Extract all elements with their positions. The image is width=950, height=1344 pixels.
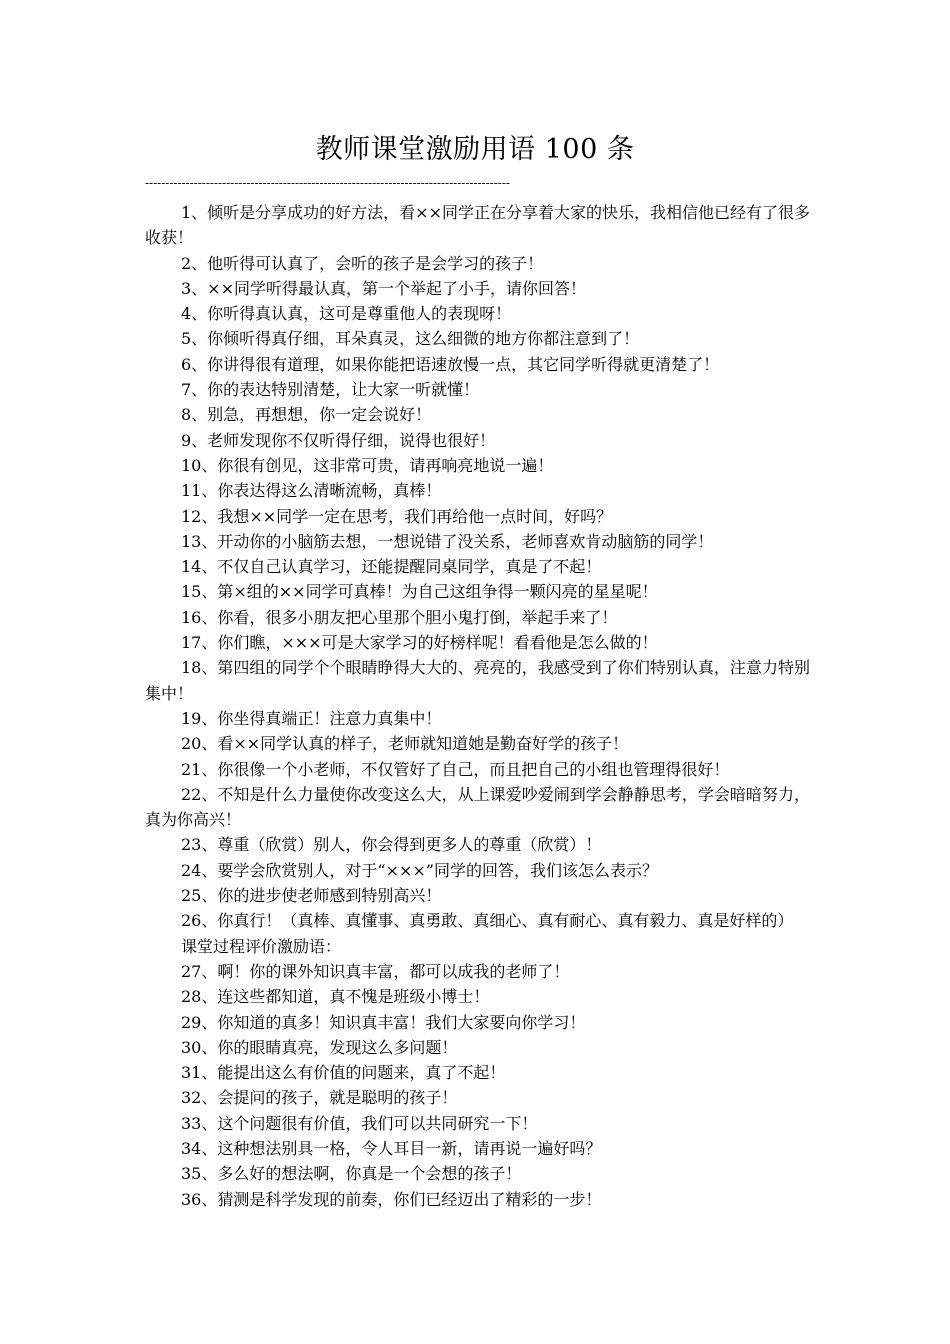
paragraph: 28、连这些都知道，真不愧是班级小博士！ xyxy=(181,987,490,1007)
paragraph: 9、老师发现你不仅听得仔细，说得也很好！ xyxy=(181,430,496,450)
paragraph: 20、看××同学认真的样子，老师就知道她是勤奋好学的孩子！ xyxy=(181,734,629,754)
paragraph: 17、你们瞧，×××可是大家学习的好榜样呢！看看他是怎么做的！ xyxy=(181,633,658,653)
paragraph: 36、猜测是科学发现的前奏，你们已经迈出了精彩的一步！ xyxy=(181,1189,602,1209)
paragraph: 35、多么好的想法啊，你真是一个会想的孩子！ xyxy=(181,1164,522,1184)
paragraph: 14、不仅自己认真学习，还能提醒同桌同学，真是了不起！ xyxy=(181,557,602,577)
paragraph: 32、会提问的孩子，就是聪明的孩子！ xyxy=(181,1088,458,1108)
paragraph: 24、要学会欣赏别人，对于“×××”同学的回答，我们该怎么表示？ xyxy=(181,860,658,880)
paragraph: 18、第四组的同学个个眼睛睁得大大的、亮亮的，我感受到了你们特别认真，注意力特别集中！ xyxy=(145,658,810,703)
paragraph: 26、你真行！（真棒、真懂事、真勇敢、真细心、真有耐心、真有毅力、真是好样的） xyxy=(181,911,794,931)
paragraph: 23、尊重（欣赏）别人，你会得到更多人的尊重（欣赏）！ xyxy=(181,835,602,855)
paragraph: 6、你讲得很有道理，如果你能把语速放慢一点，其它同学听得就更清楚了！ xyxy=(181,354,720,374)
paragraph: 4、你听得真认真，这可是尊重他人的表现呀！ xyxy=(181,304,512,324)
paragraph: 5、你倾听得真仔细，耳朵真灵，这么细微的地方你都注意到了！ xyxy=(181,329,640,349)
paragraph: 12、我想××同学一定在思考，我们再给他一点时间，好吗？ xyxy=(181,506,613,526)
paragraph: 16、你看，很多小朋友把心里那个胆小鬼打倒，举起手来了！ xyxy=(181,607,618,627)
paragraph: 33、这个问题很有价值，我们可以共同研究一下！ xyxy=(181,1113,538,1133)
paragraph: 10、你很有创见，这非常可贵，请再响亮地说一遍！ xyxy=(181,455,554,475)
paragraph: 29、你知道的真多！知识真丰富！我们大家要向你学习！ xyxy=(181,1012,586,1032)
paragraph: 2、他听得可认真了，会听的孩子是会学习的孩子！ xyxy=(181,253,544,273)
paragraph: 15、第×组的××同学可真棒！为自己这组争得一颗闪亮的星星呢！ xyxy=(181,582,658,602)
section-heading: 课堂过程评价激励语： xyxy=(181,936,342,956)
paragraph: 22、不知是什么力量使你改变这么大，从上课爱吵爱闹到学会静静思考，学会暗暗努力，真为你高兴！ xyxy=(145,784,810,830)
paragraph: 8、别急，再想想，你一定会说好！ xyxy=(181,405,432,425)
paragraph: 11、你表达得这么清晰流畅，真棒！ xyxy=(181,481,442,501)
document-body xyxy=(145,200,810,1212)
paragraph: 31、能提出这么有价值的问题来，真了不起！ xyxy=(181,1063,506,1083)
paragraph: 25、你的进步使老师感到特别高兴！ xyxy=(181,886,442,906)
paragraph: 13、开动你的小脑筋去想，一想说错了没关系，老师喜欢肯动脑筋的同学！ xyxy=(181,531,714,551)
paragraph: 30、你的眼睛真亮，发现这么多问题！ xyxy=(181,1037,458,1057)
paragraph: 21、你很像一个小老师，不仅管好了自己，而且把自己的小组也管理得很好！ xyxy=(181,759,730,779)
paragraph: 1、倾听是分享成功的好方法，看××同学正在分享着大家的快乐，我相信他已经有了很多收获！ xyxy=(145,203,810,248)
paragraph: 19、你坐得真端正！注意力真集中！ xyxy=(181,708,442,728)
paragraph: 3、××同学听得最认真，第一个举起了小手，请你回答！ xyxy=(181,278,586,298)
title-divider: ------------------------------------------------------------------------------------------ xyxy=(145,176,510,190)
document-title: 教师课堂激励用语 100 条 xyxy=(315,134,635,165)
paragraph: 27、啊！你的课外知识真丰富，都可以成我的老师了！ xyxy=(181,961,570,981)
paragraph: 7、你的表达特别清楚，让大家一听就懂！ xyxy=(181,380,480,400)
paragraph: 34、这种想法别具一格，令人耳目一新，请再说一遍好吗？ xyxy=(181,1138,602,1158)
